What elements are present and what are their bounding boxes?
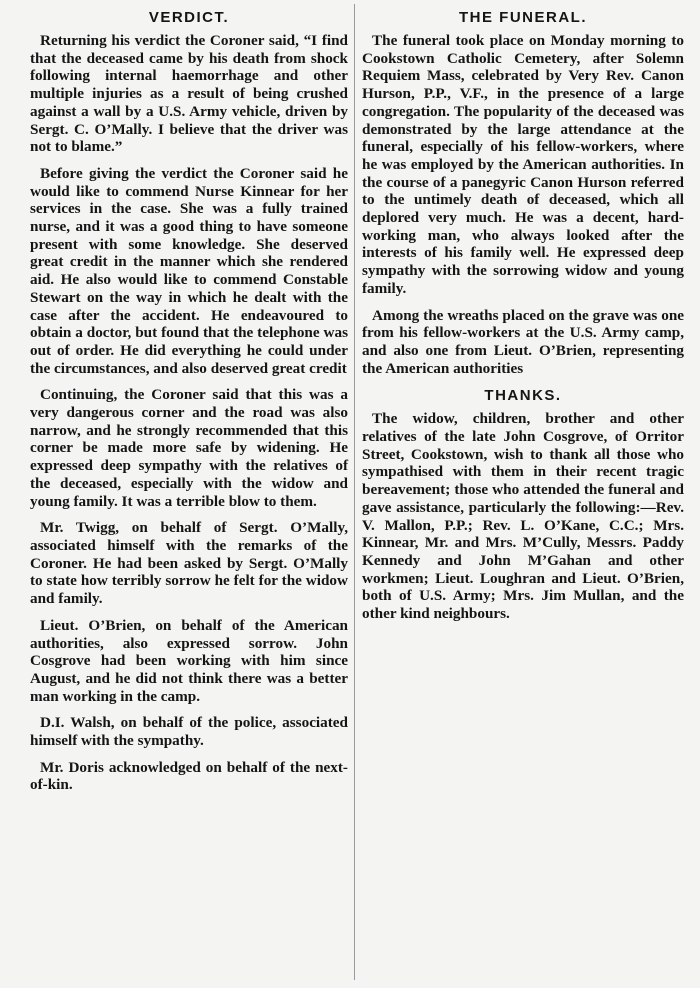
thanks-heading: THANKS. (484, 387, 562, 405)
thanks-paragraph-1: The widow, children, brother and other relatives of the late John Cosgrove, of Orritor Street, Cookstown, wish to thank all those who sympathised with them in their recent tragic bereavement; those who attended the funeral and gave assistance, particularly the following:—Rev. V. Mallon, P.P.; Rev. L. O’Kane, C.C.; Mrs. Kinnear, Mr. and Mrs. M’Cully, Messrs. Paddy Kennedy and John M’Gahan and other workmen; Lieut. Loughran and Lieut. O’Brien, both of U.S. Army; Mrs. Jim Mullan, and the other kind neighbours. (362, 410, 684, 623)
verdict-paragraph-4: Mr. Twigg, on behalf of Sergt. O’Mally, associated himself with the remarks of the Coroner. He had been asked by Sergt. O’Mally to state how terribly sorrow he felt for the widow and family. (30, 519, 348, 608)
funeral-heading: THE FUNERAL. (459, 9, 587, 26)
right-column (362, 8, 684, 632)
funeral-paragraph-1: The funeral took place on Monday morning to Cookstown Catholic Cemetery, after Solemn Requiem Mass, celebrated by Very Rev. Canon Hurson, P.P., V.F., in the presence of a large congregation. The popularity of the deceased was demonstrated by the large attendance at the funeral, especially of his fellow-workers, where he was employed by the American authorities. In the course of a panegyric Canon Hurson referred to the untimely death of deceased, which all deplored very much. He was a decent, hard-working man, who always looked after the interests of his family well. He expressed deep sympathy with the sorrowing widow and young family. (362, 32, 684, 297)
verdict-paragraph-1: Returning his verdict the Coroner said, “I find that the deceased came by his death from shock following internal haemorrhage and other multiple injuries as a result of being crushed against a wall by a U.S. Army vehicle, driven by Sergt. C. O’Mally. I believe that the driver was not to blame.” (30, 32, 348, 156)
verdict-heading: VERDICT. (148, 9, 230, 26)
left-column (30, 8, 348, 803)
funeral-paragraph-2: Among the wreaths placed on the grave was one from his fellow-workers at the U.S. Army camp, and also one from Lieut. O’Brien, representing the American authorities (362, 306, 684, 377)
verdict-paragraph-3: Continuing, the Coroner said that this was a very dangerous corner and the road was also narrow, and he strongly recommended that this corner be made more safe by widening. He expressed deep sympathy with the relatives of the deceased, especially with the widow and young family. It was a terrible blow to them. (30, 386, 348, 510)
verdict-paragraph-7: Mr. Doris acknowledged on behalf of the next-of-kin. (30, 758, 348, 794)
verdict-paragraph-2: Before giving the verdict the Coroner said he would like to commend Nurse Kinnear for her services in the case. She was a fully trained nurse, and it was a good thing to have someone present with some knowledge. She deserved great credit in the manner which she rendered aid. He also would like to commend Constable Stewart on the way in which he dealt with the case after the accident. He endeavoured to obtain a doctor, but found that the telephone was out of order. He did everything he could under the circumstances, and also deserved great credit (30, 164, 348, 377)
verdict-paragraph-5: Lieut. O’Brien, on behalf of the American authorities, also expressed sorrow. John Cosgrove had been working with him since August, and he did not think there was a better man working in the camp. (30, 616, 348, 705)
verdict-paragraph-6: D.I. Walsh, on behalf of the police, associated himself with the sympathy. (30, 714, 348, 750)
column-divider (354, 4, 355, 980)
